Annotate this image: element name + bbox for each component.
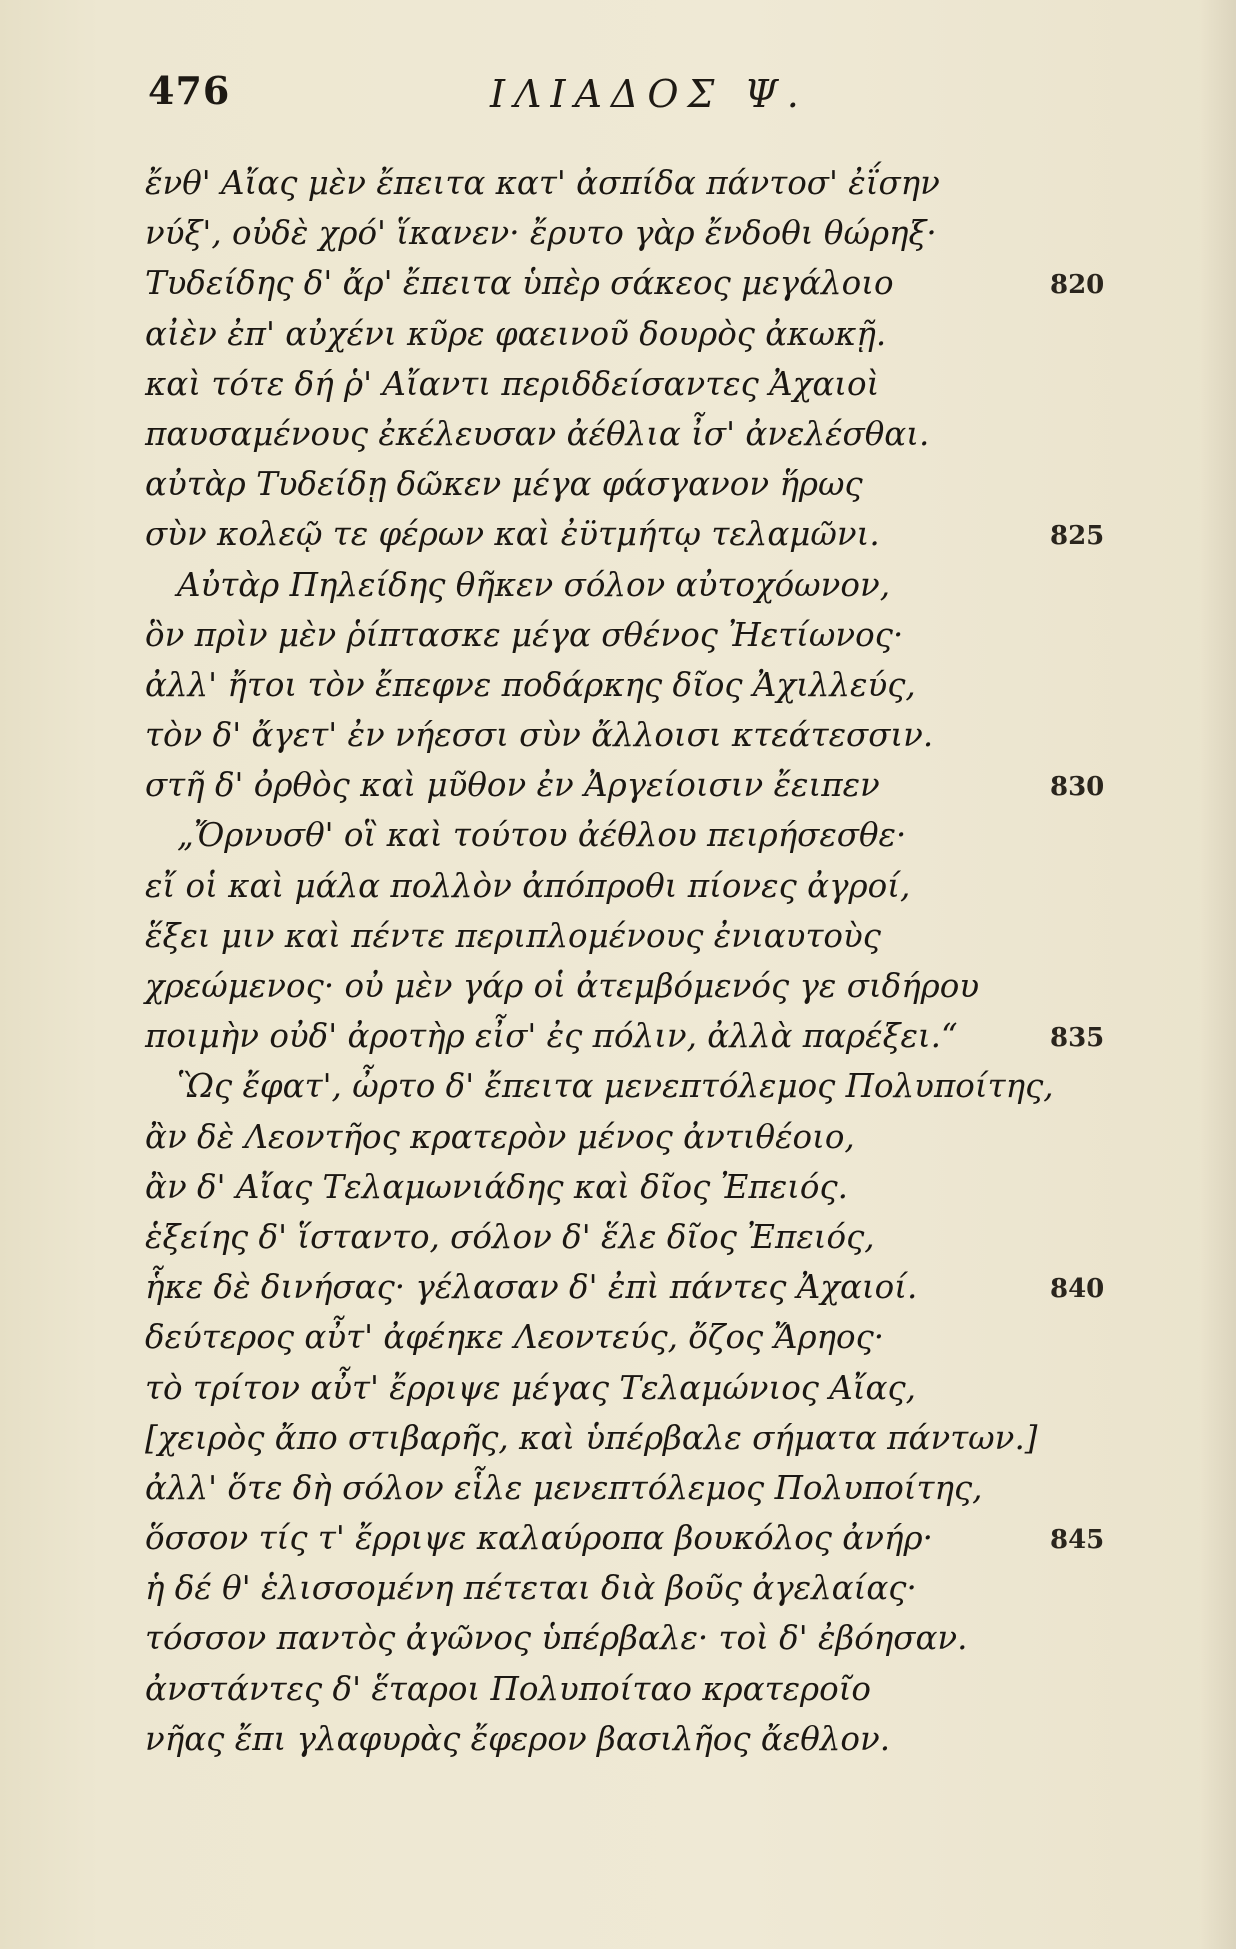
- running-title: ΙΛΙΑΔΟΣ Ψ.: [490, 72, 808, 116]
- verse-line: [145, 760, 1105, 810]
- verse-text: [χειρὸς ἄπο στιβαρῆς, καὶ ὑπέρβαλε σήματα πάντων.]: [145, 1418, 1038, 1457]
- verse-line: [145, 258, 1105, 308]
- verse-line: [145, 158, 1085, 208]
- line-number: 825: [1050, 521, 1105, 552]
- verse-text: ἔνθ' Αἴας μὲν ἔπειτα κατ' ἀσπίδα πάντοσ' ἐΐσην: [145, 164, 940, 202]
- verse-line: [145, 208, 1085, 258]
- verse-line: [145, 1413, 1085, 1463]
- verse-text: ἂν δὲ Λεοντῆος κρατερὸν μένος ἀντιθέοιο,: [145, 1117, 855, 1156]
- verse-line: [145, 961, 1085, 1011]
- verse-text: σὺν κολεῷ τε φέρων καὶ ἐϋτμήτῳ τελαμῶνι.: [145, 515, 880, 554]
- verse-text: καὶ τότε δή ῥ' Αἴαντι περιδδείσαντες Ἀχαιοὶ: [145, 364, 880, 403]
- verse-line: [145, 861, 1085, 911]
- verse-line: [145, 1363, 1085, 1413]
- verse-text: ἂν δ' Αἴας Τελαμωνιάδης καὶ δῖος Ἐπειός.: [145, 1167, 848, 1206]
- verse-line: [145, 660, 1085, 710]
- verse-text: ἀλλ' ἤτοι τὸν ἔπεφνε ποδάρκης δῖος Ἀχιλλεύς,: [145, 665, 916, 704]
- verse-line: [145, 1061, 1085, 1111]
- verse-text: τόσσον παντὸς ἀγῶνος ὑπέρβαλε· τοὶ δ' ἐβόησαν.: [145, 1619, 968, 1658]
- page-header: [0, 62, 1236, 122]
- verse-line: [145, 359, 1085, 409]
- verse-line: [145, 1312, 1085, 1362]
- verse-line: [145, 1262, 1105, 1312]
- line-number: 840: [1050, 1274, 1105, 1305]
- line-number: 835: [1050, 1023, 1105, 1054]
- verse-text: νῆας ἔπι γλαφυρὰς ἔφερον βασιλῆος ἄεθλον.: [145, 1719, 891, 1758]
- verse-line: [145, 710, 1085, 760]
- verse-text: Τυδείδης δ' ἄρ' ἔπειτα ὑπὲρ σάκεος μεγάλοιο: [145, 264, 894, 303]
- verse-line: [145, 1613, 1085, 1663]
- verse-text: ἕξει μιν καὶ πέντε περιπλομένους ἐνιαυτοὺς: [145, 916, 881, 955]
- verse-line: [145, 509, 1105, 559]
- verse-line: [145, 560, 1085, 610]
- verse-line: [145, 911, 1085, 961]
- verse-line: [145, 1011, 1105, 1061]
- verse-line: [145, 1212, 1085, 1262]
- verse-line: [145, 1714, 1085, 1764]
- verse-text: ἑξείης δ' ἵσταντο, σόλον δ' ἕλε δῖος Ἐπειός,: [145, 1217, 875, 1256]
- verse-text: αἰὲν ἐπ' αὐχένι κῦρε φαεινοῦ δουρὸς ἀκωκῇ.: [145, 314, 887, 353]
- verse-line: [145, 1664, 1085, 1714]
- verse-text: τὸν δ' ἄγετ' ἐν νήεσσι σὺν ἄλλοισι κτεάτεσσιν.: [145, 716, 934, 755]
- verse-line: [145, 409, 1085, 459]
- verse-line: [145, 1513, 1105, 1563]
- page-edge-shadow: [1200, 0, 1236, 1949]
- verse-line: [145, 1563, 1085, 1613]
- verse-line: [145, 810, 1085, 860]
- verse-line: [145, 1112, 1085, 1162]
- verse-text: νύξ', οὐδὲ χρό' ἵκανεν· ἔρυτο γὰρ ἔνδοθι θώρηξ·: [145, 214, 937, 253]
- verse-line: [145, 309, 1085, 359]
- verse-line: [145, 610, 1085, 660]
- line-number: 845: [1050, 1525, 1105, 1556]
- verse-text: εἴ οἱ καὶ μάλα πολλὸν ἀπόπροθι πίονες ἀγροί,: [145, 866, 911, 905]
- verse-text: ἧκε δὲ δινήσας· γέλασαν δ' ἐπὶ πάντες Ἀχαιοί.: [145, 1268, 918, 1307]
- verse-text: ὅσσον τίς τ' ἔρριψε καλαύροπα βουκόλος ἀνήρ·: [145, 1519, 933, 1558]
- verse-text: ἡ δέ θ' ἑλισσομένη πέτεται διὰ βοῦς ἀγελαίας·: [145, 1569, 917, 1608]
- verse-text: ποιμὴν οὐδ' ἀροτὴρ εἶσ' ἐς πόλιν, ἀλλὰ παρέξει.“: [145, 1017, 958, 1056]
- verse-text: Ὣς ἔφατ', ὦρτο δ' ἔπειτα μενεπτόλεμος Πολυποίτης,: [177, 1067, 1054, 1106]
- verse-text: Αὐτὰρ Πηλείδης θῆκεν σόλον αὐτοχόωνον,: [177, 565, 891, 604]
- verse-text: τὸ τρίτον αὖτ' ἔρριψε μέγας Τελαμώνιος Αἴας,: [145, 1368, 916, 1407]
- verse-text: δεύτερος αὖτ' ἀφέηκε Λεοντεύς, ὄζος Ἄρηος·: [145, 1318, 885, 1357]
- verse-text: χρεώμενος· οὐ μὲν γάρ οἱ ἀτεμβόμενός γε σιδήρου: [145, 967, 980, 1005]
- verse-block: [145, 158, 1105, 1764]
- line-number: 830: [1050, 772, 1105, 803]
- verse-text: παυσαμένους ἐκέλευσαν ἀέθλια ἶσ' ἀνελέσθαι.: [145, 414, 930, 453]
- verse-text: „Ὄρνυσθ' οἳ καὶ τούτου ἀέθλου πειρήσεσθε·: [177, 816, 907, 855]
- verse-text: αὐτὰρ Τυδείδῃ δῶκεν μέγα φάσγανον ἥρως: [145, 465, 863, 504]
- verse-text: ὃν πρὶν μὲν ῥίπτασκε μέγα σθένος Ἠετίωνος·: [145, 615, 904, 654]
- verse-line: [145, 459, 1085, 509]
- verse-text: ἀνστάντες δ' ἕταροι Πολυποίταο κρατεροῖο: [145, 1669, 871, 1708]
- page-number: 476: [148, 68, 231, 113]
- verse-line: [145, 1463, 1085, 1513]
- verse-text: ἀλλ' ὅτε δὴ σόλον εἷλε μενεπτόλεμος Πολυποίτης,: [145, 1468, 983, 1507]
- verse-text: στῆ δ' ὀρθὸς καὶ μῦθον ἐν Ἀργείοισιν ἔειπεν: [145, 766, 880, 805]
- line-number: 820: [1050, 270, 1105, 301]
- verse-line: [145, 1162, 1085, 1212]
